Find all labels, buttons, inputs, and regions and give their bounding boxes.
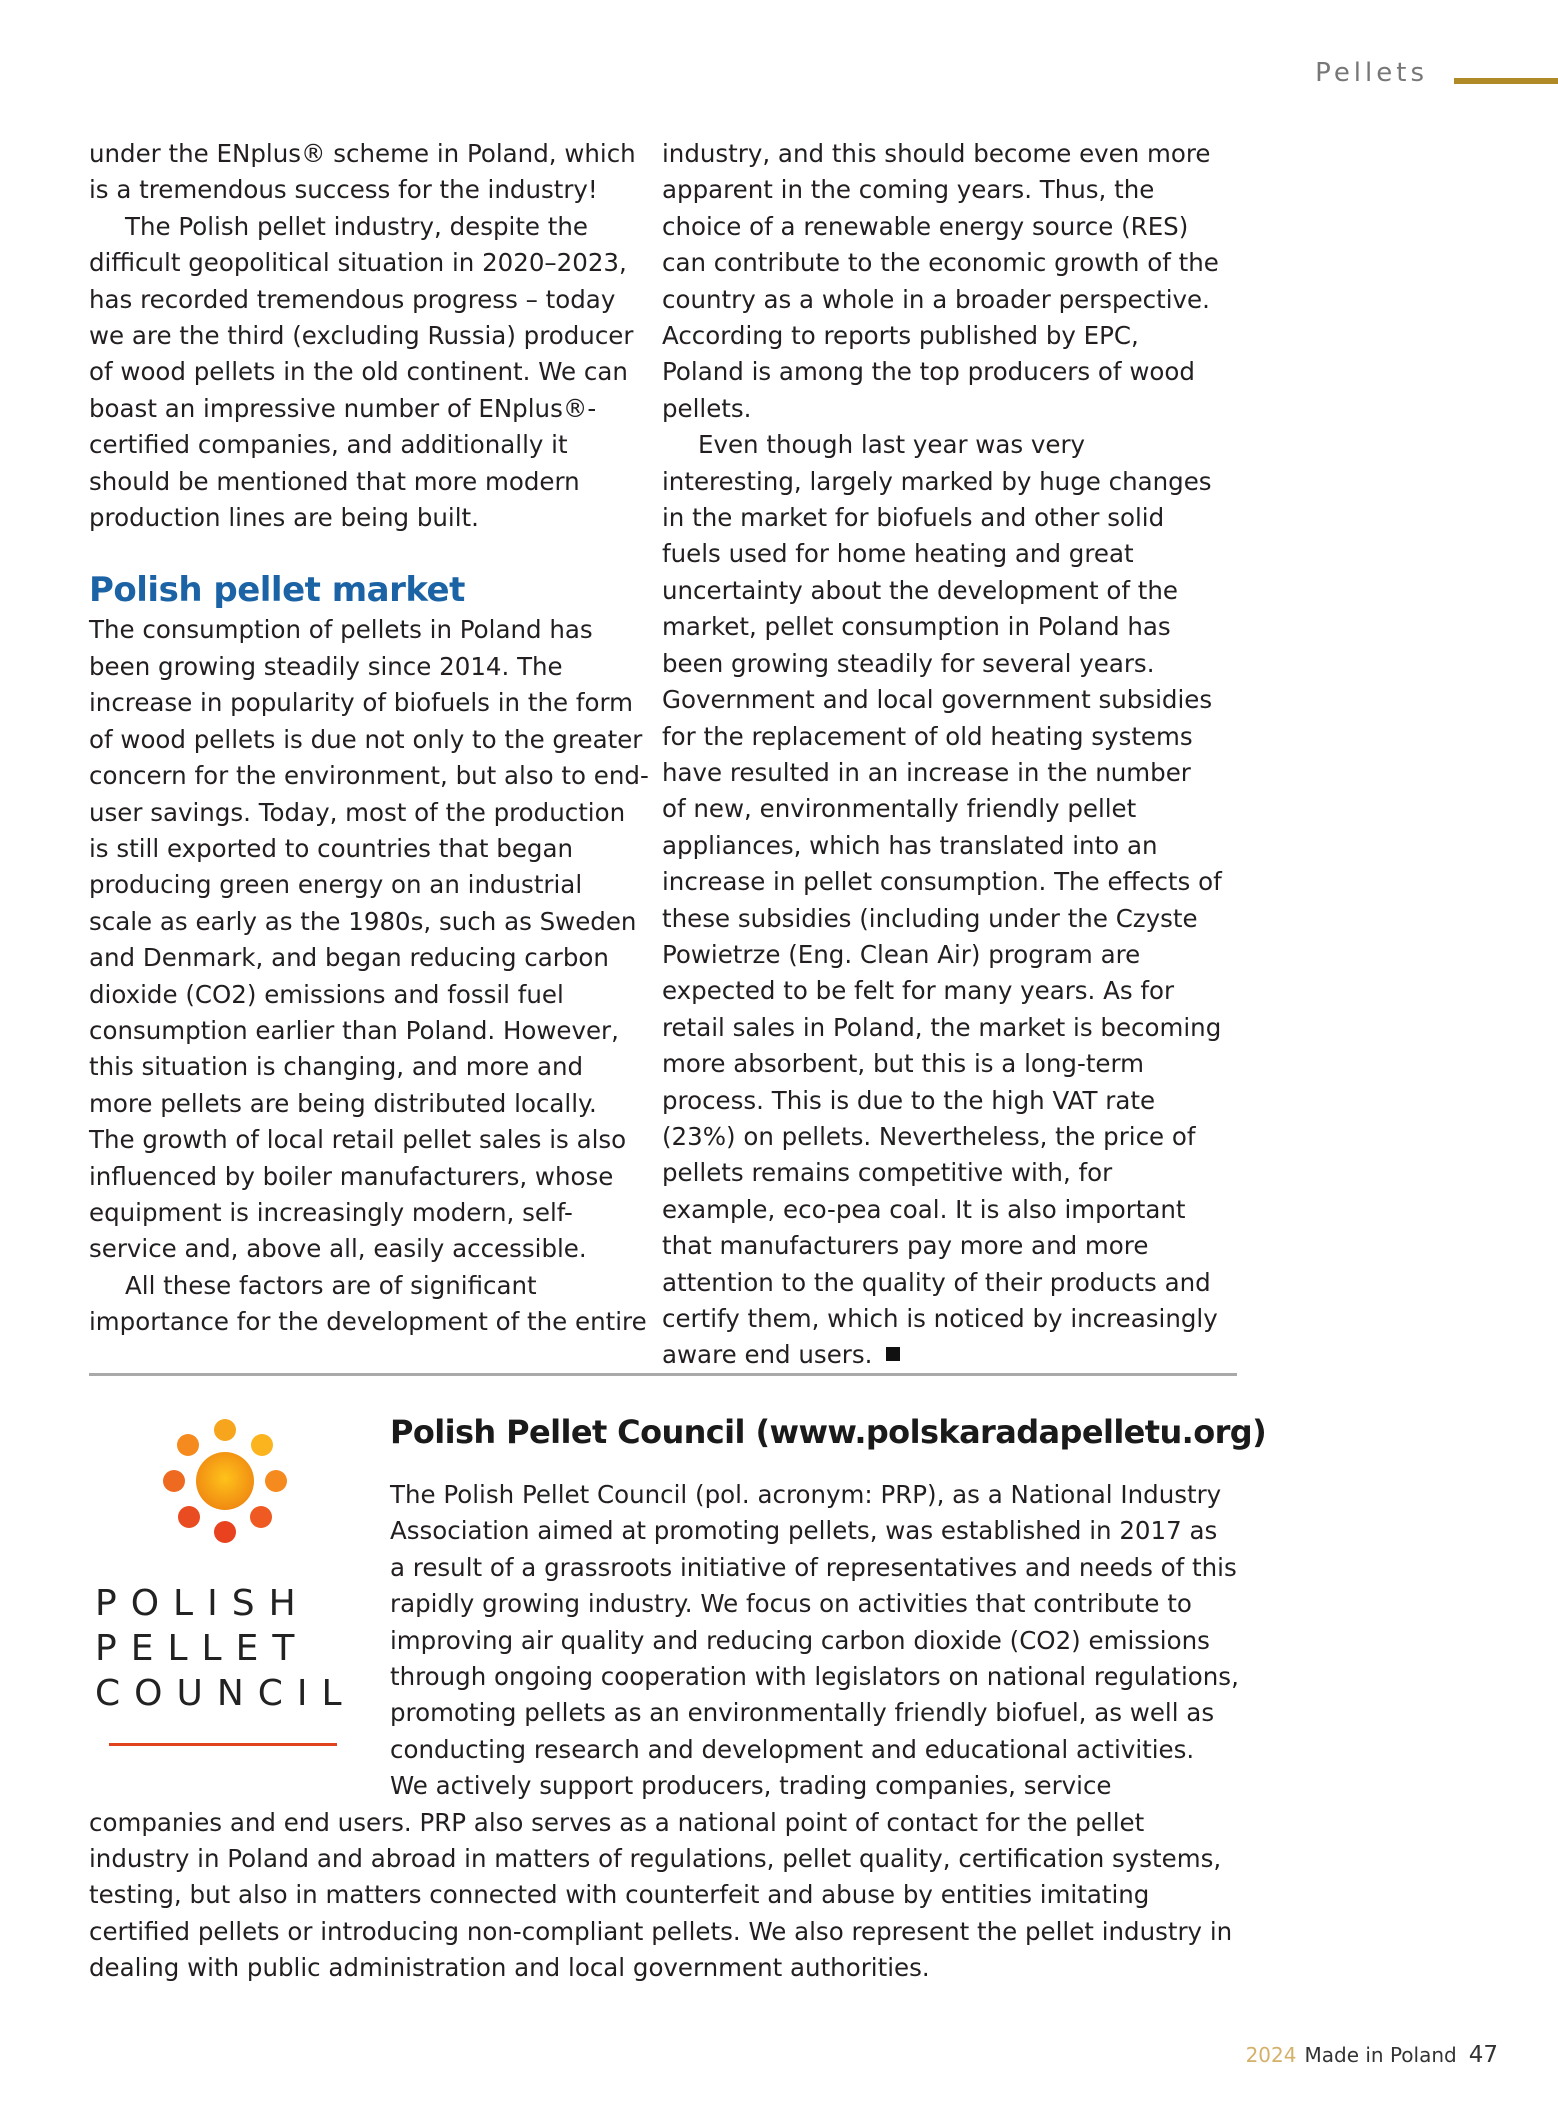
- paragraph-text: Even though last year was very interesting, largely marked by huge changes in the market for biofuels and other solid fuels used for home heating and great uncertainty about the development of the market, pellet consumption in Poland has been growing steadily for several years. Government and local government subsidies for the replacement of old heating systems have resulted in an increase in the number of new, environmentally friendly pellet appliances, which has translated into an increase in pellet consumption. The effects of these subsidies (including under the Czyste Powietrze (Eng. Clean Air) program are expected to be felt for many years. As for retail sales in Poland, the market is becoming more absorbent, but this is a long-term process. This is due to the high VAT rate (23%) on pellets. Nevertheless, the price of pellets remains competitive with, for example, eco-pea coal. It is also important that manufacturers pay more and more attention to the quality of their products and certify them, which is noticed by increasingly aware end users.: [662, 430, 1222, 1370]
- end-of-article-icon: [886, 1347, 900, 1361]
- sun-ray-dot: [177, 1434, 199, 1456]
- page-number: 47: [1468, 2042, 1498, 2068]
- paragraph: [662, 427, 1222, 1374]
- council-description-text: The Polish Pellet Council (pol. acronym: PRP), as a National Industry Association aimed at promoting pellets, was established in 2017 as a result of a grassroots initiative of representatives and needs of this rapidly growing industry. We focus on activities that contribute to improving air quality and reducing carbon dioxide (CO2) emissions through ongoing cooperation with legislators on national regulations, promoting pellets as an environmentally friendly biofuel, as well as conducting research and development and educational activities. We actively support producers, trading companies, service companies and end users. PRP also serves as a national point of contact for the pellet industry in Poland and abroad in matters of regulations, pellet quality, certification systems, testing, but also in matters connected with counterfeit and abuse by entities imitating certified pellets or introducing non-compliant pellets. We also represent the pellet industry in dealing with public administration and local government authorities.: [89, 1480, 1239, 1983]
- footer-year: 2024: [1245, 2043, 1297, 2067]
- sun-ray-dot: [251, 1434, 273, 1456]
- logo-line: PELLET: [95, 1628, 309, 1669]
- section-label: Pellets: [1315, 58, 1428, 88]
- logo-wrap-spacer: [89, 1477, 390, 1804]
- article-right-column: [662, 136, 1222, 1374]
- section-heading: Polish pellet market: [89, 570, 465, 611]
- paragraph: The consumption of pellets in Poland has been growing steadily since 2014. The increase in popularity of biofuels in the form of wood pellets is due not only to the greater concern for the environment, but also to end-user savings. Today, most of the production is still exported to countries that began producing green energy on an industrial scale as early as the 1980s, such as Sweden and Denmark, and began reducing carbon dioxide (CO2) emissions and fossil fuel consumption earlier than Poland. However, this situation is changing, and more and more pellets are being distributed locally. The growth of local retail pellet sales is also influenced by boiler manufacturers, whose equipment is increasingly modern, self-service and, above all, easily accessible.: [89, 615, 649, 1264]
- paragraph: industry, and this should become even more apparent in the coming years. Thus, the choice of a renewable energy source (RES) can contribute to the economic growth of the country as a whole in a broader perspective. According to reports published by EPC, Poland is among the top producers of wood pellets.: [662, 139, 1219, 423]
- council-title: Polish Pellet Council (www.polskaradapelletu.org): [390, 1413, 1267, 1451]
- page-footer: [1246, 2042, 1498, 2068]
- footer-publication: Made in Poland: [1304, 2043, 1457, 2067]
- paragraph: The Polish pellet industry, despite the difficult geopolitical situation in 2020–2023, has recorded tremendous progress – today we are the third (excluding Russia) producer of wood pellets in the old continent. We can boast an impressive number of ENplus®-certified companies, and additionally it should be mentioned that more modern production lines are being built.: [89, 211, 634, 533]
- paragraph: under the ENplus® scheme in Poland, which is a tremendous success for the industry!: [89, 139, 636, 205]
- paragraph: All these factors are of significant importance for the development of the entire: [89, 1270, 647, 1337]
- section-accent-bar: [1454, 78, 1558, 84]
- logo-line: POLISH: [95, 1583, 310, 1624]
- article-left-column: [89, 136, 649, 1341]
- section-divider: [89, 1373, 1237, 1376]
- council-description: [89, 1477, 1239, 1987]
- logo-line: COUNCIL: [95, 1673, 356, 1714]
- sun-ray-dot: [214, 1419, 236, 1441]
